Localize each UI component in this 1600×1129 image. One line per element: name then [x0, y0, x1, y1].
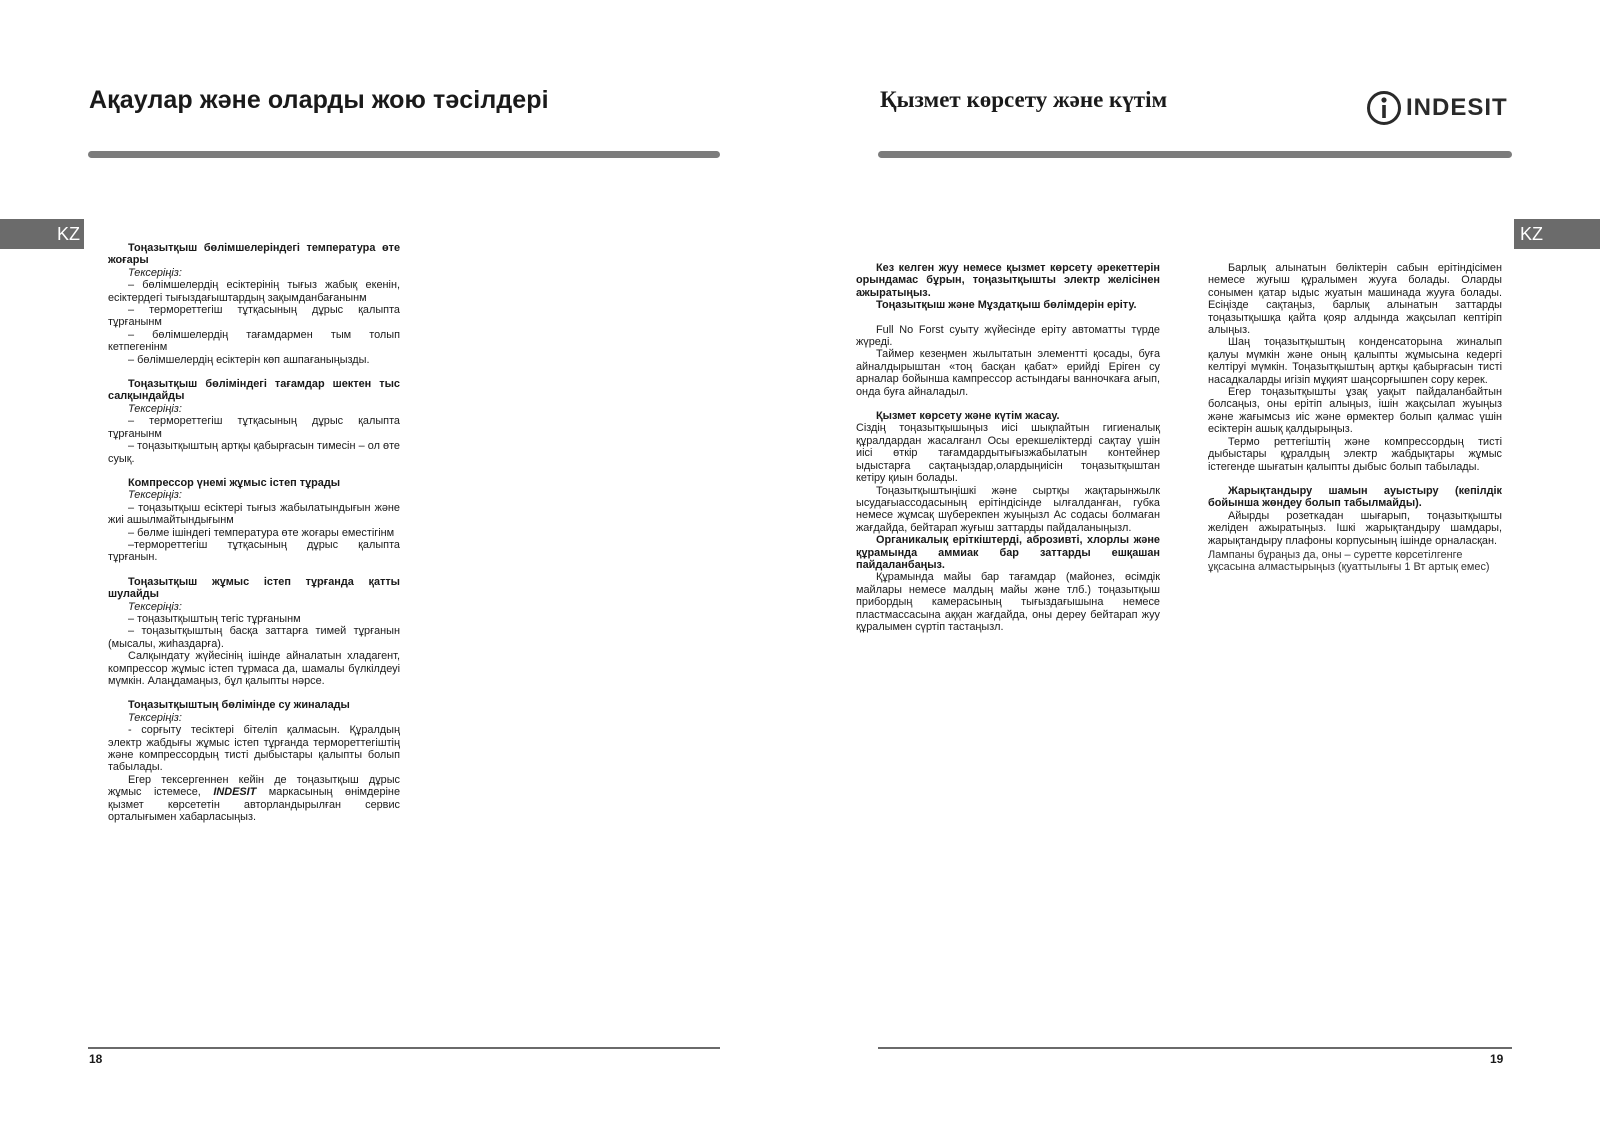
check-label: Тексеріңіз: — [128, 402, 182, 415]
check-item: – термореттегіш тұтқасының дұрыс қалыпта тұрғанынм — [108, 415, 400, 440]
body-paragraph: Шаң тоңазытқыштың конденсаторына жиналып қалуы мүмкін және оның қалыпты жұмысына кедергі келтіруі мүмкін. Тоңазытқыштың артқы қабырғасын тистi насадкаларды игізіп мұқият шаңсорғышпен сору керек. — [1208, 336, 1502, 386]
section-heading: Тоңазытқыштың бөлімінде су жиналады — [128, 699, 350, 712]
brand-name: INDESIT — [213, 786, 257, 799]
page-number-left: 18 — [89, 1052, 103, 1066]
logo-wordmark: INDESIT — [1406, 94, 1508, 121]
check-item: –термореттегіш тұтқасының дұрыс қалыпта тұрғанын. — [108, 538, 400, 564]
check-label: Тексеріңіз: — [128, 711, 182, 724]
page-number-right: 19 — [1490, 1052, 1504, 1066]
body-paragraph: Салқындату жүйесінің ішінде айналатын хладагент, компрессор жұмыс істеп тұрмаса да, шамалы бүлкілдеуі мүмкін. Алаңдамаңыз, бұл қалыпты нәрсе. — [108, 650, 400, 687]
section-heading: Қызмет көрсету және күтім жасау. — [876, 410, 1060, 423]
section-heading: Тоңазытқыш және Мұздатқыш бөлімдерін еріту. — [876, 299, 1137, 312]
body-paragraph: Құрамында майы бар тағамдар (майонез, өсімдік майлары немесе малдың майы және тлб.) тоңазытқыш прибордың камерасының тығыздағышына немесе пластмассасына аққан жағдайда, оны дереу бейтарап жуу құралымен сүртіп тастаңызл. — [856, 571, 1160, 633]
care-column — [1208, 262, 1502, 574]
footer-rule-right — [878, 1047, 1512, 1049]
check-label: Тексеріңіз: — [128, 266, 182, 279]
section-heading: Жарықтандыру шамын ауыстыру (кепілдік бойынша жөндеу болып табылмайды). — [1208, 484, 1502, 510]
page-title-left: Ақаулар және оларды жою тәсілдері — [89, 86, 549, 114]
body-paragraph: Термо реттегіштің және компрессордың тистi дыбыстары құралдың электр жабдықтары жұмыс істегенде шығатын қалыпты дыбыс болып табылады. — [1208, 435, 1502, 473]
body-paragraph: Барлық алынатын бөліктерін сабын ерітіндісімен немесе жуғыш құралымен жууға болады. Оларды сонымен қатар ыдыс жуатын машинада жууға болады. Есіңізде сақтаңыз, барлық алынатын заттарды тоңазытқышқа қайта қояр алдында жақсылап кептіріп алыңыз. — [1208, 262, 1502, 337]
check-item: – тоңазытқыштың артқы қабырғасын тимесін – ол өте суық. — [108, 440, 400, 465]
section-heading: Тоңазытқыш жұмыс істеп тұрғанда қатты шулайды — [108, 575, 400, 601]
check-item: – бөлме ішіндегі температура өте жоғары еместігінм — [128, 526, 395, 539]
check-item: – тоңазытқыштың басқа заттарға тимей тұрғанын (мысалы, жиһаздарға). — [108, 625, 400, 650]
check-item: – бөлімшелердің тағамдармен тым толып кетпегенінм — [108, 328, 400, 354]
body-paragraph: - сорғыту тесіктері бітеліп қалмасын. Құралдың электр жабдығы жұмыс істеп тұрғанда термореттегіштің және компрессордың тистi дыбыстары қалыпты болып табылады. — [108, 724, 400, 774]
indesit-logo — [1366, 90, 1508, 126]
service-paragraph — [108, 774, 400, 824]
body-paragraph: Айырды розеткадан шығарып, тоңазытқышты желіден ажыратыңыз. Ішкі жарықтандыру шамдары, жарықтандыру плафоны корпусының ішінде орналасқан. — [1208, 509, 1502, 547]
footer-rule-left — [88, 1047, 720, 1049]
troubleshooting-column — [108, 242, 400, 823]
check-item: – тоңазытқыш есіктері тығыз жабылатындығын және жиі ашылмайтындығынм — [108, 501, 400, 527]
check-item: – бөлімшелердің есіктерінің тығыз жабық екенін, есіктердегі тығыздағыштардың зақымданбағанынм — [108, 279, 400, 304]
check-label: Тексеріңіз: — [128, 600, 182, 613]
body-paragraph: Full No Forst суыту жүйесінде еріту автоматты түрде жүреді. — [856, 323, 1160, 349]
service-text-a: Егер тексергеннен кейін де тоңазытқыш дұрыс жұмыс істемесе, — [108, 773, 400, 799]
header-rule-left — [88, 151, 720, 158]
check-item: – бөлімшелердің есіктерін көп ашпағаныңызды. — [128, 353, 370, 366]
maintenance-column — [856, 262, 1160, 633]
header-rule-right — [878, 151, 1512, 158]
check-item: – тоңазытқыштың тегіс тұрғанынм — [128, 612, 301, 625]
section-heading: Тоңазытқыш бөліміндегі тағамдар шектен тыс салқындайды — [108, 378, 400, 403]
check-item: – термореттегіш тұтқасының дұрыс қалыпта тұрғанынм — [108, 304, 400, 329]
page-title-right: Қызмет көрсету және күтім — [880, 87, 1168, 112]
check-label: Тексеріңіз: — [128, 489, 182, 502]
section-heading: Компрессор үнемі жұмыс істеп тұрады — [128, 476, 341, 489]
language-tab-right: KZ — [1514, 219, 1600, 249]
language-tab-left: KZ — [0, 219, 84, 249]
service-text-b: маркасының өнімдеріне қызмет көрсететін авторландырылған сервис орталығымен хабарласыңыз. — [108, 786, 400, 824]
body-paragraph: Тоңазытқыштыңішкі және сыртқы жақтарынжылк ысудағыассодасының ерітіндісінде ылғалданған, губка немесе жұмсақ шүберекпен жуыңызл Ас содасы болмаған жағдайда, бейтарап жуғыш заттарды пайдаланыңызл. — [856, 484, 1160, 534]
body-paragraph: Егер тоңазытқышты ұзақ уақыт пайдаланбайтын болсаңыз, оны ерітіп алыңыз, ішін жақсылап жуыңыз және жағымсыз иіс және өрмектер болып қалмас үшін есіктерін ашық қалдырыңыз. — [1208, 386, 1502, 436]
body-paragraph: Таймер кезеңмен жылытатын элементті қосады, буға айналдырыштан «тоң басқан қабат» ерийді Еріген су арналар бойынша кампрессор астындағы ванночкаға ағып, онда буға айналадыл. — [856, 348, 1160, 398]
warning-paragraph: Кез келген жуу немесе қызмет көрсету әрекеттерін орындамас бұрын, тоңазытқышты электр желісінен ажыратыңыз. — [856, 262, 1160, 299]
indesit-logo-icon — [1366, 90, 1402, 126]
body-paragraph: Сіздің тоңазытқышыңыз иісі шықпайтын гигиеналық құралдардан жасалғанл Осы ерекшеліктерді сақтау үшін иісі өткір тағамдардытығызжабылатын контейнер ыдыстарға сақтаңыздар,олардыңиісін тоңазытқыштан кетіру қиын болады. — [856, 422, 1160, 485]
lamp-note: Лампаны бұраңыз да, оны – суретте көрсетілгенге ұқсасына алмастырыңыз (қуаттылығы 1 Вт артық емес) — [1208, 548, 1490, 574]
warning-paragraph: Органикалық еріткіштерді, аброзивті, хлорлы және құрамында аммиак бар заттарды ешқашан пайдаланбаңыз. — [856, 534, 1160, 571]
section-heading: Тоңазытқыш бөлімшелеріндегі температура өте жоғары — [108, 242, 400, 267]
